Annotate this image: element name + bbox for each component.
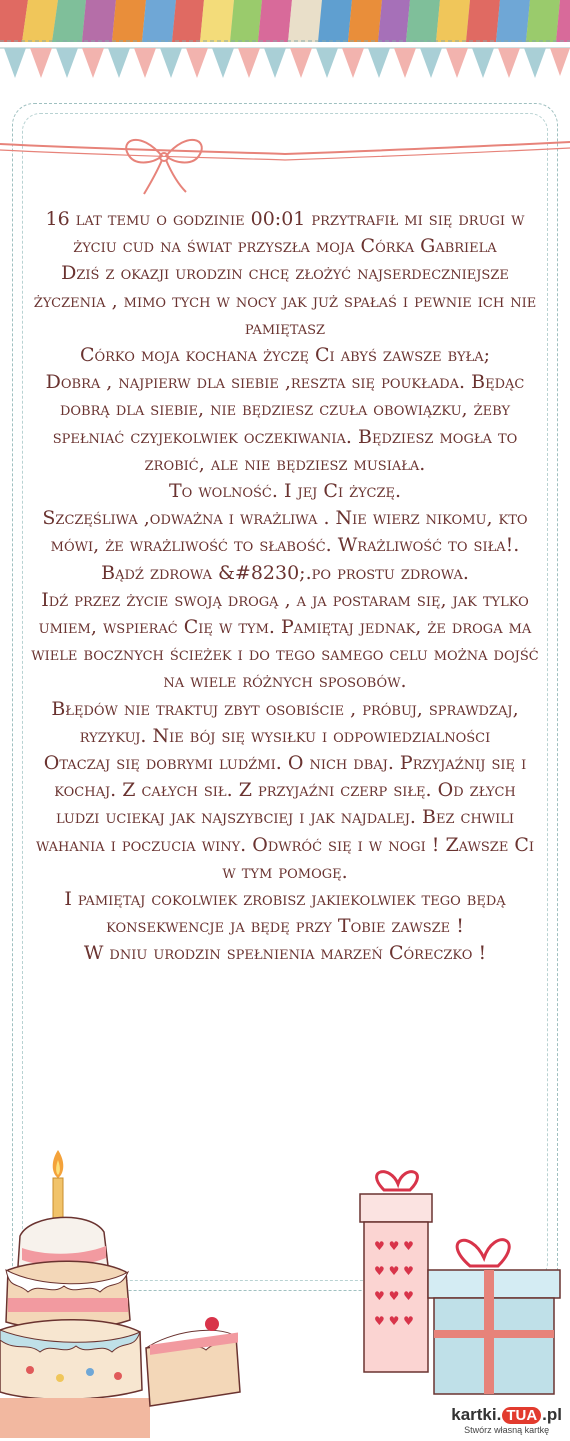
bow-icon xyxy=(126,140,202,194)
cake-icon xyxy=(0,1217,150,1438)
greeting-line: W dniu urodzin spełnienia marzeń Córeczko ! xyxy=(83,942,487,965)
gift-icon xyxy=(360,1172,432,1372)
brand-tagline: Stwórz własną kartkę xyxy=(464,1425,550,1435)
greeting-line: Błędów nie traktuj zbyt osobiście , próbuj, sprawdzaj, ryzykuj. Nie bój się wysiłku i odpowiedzialności xyxy=(51,697,519,747)
greeting-line: Szczęśliwa ,odważna i wrażliwa . Nie wierz nikomu, kto mówi, że wrażliwość to słabość. Wrażliwość to siła!. xyxy=(42,507,528,557)
ribbon xyxy=(0,120,570,200)
brand-suffix: .pl xyxy=(542,1405,562,1424)
brand-prefix: kartki. xyxy=(451,1405,502,1424)
brand-logo[interactable] xyxy=(451,1405,562,1435)
svg-text:♥ ♥ ♥: ♥ ♥ ♥ xyxy=(374,1264,414,1278)
candle-icon xyxy=(53,1150,64,1222)
greeting-line: Idź przez życie swoją drogą , a ja postaram się, jak tylko umiem, wspierać Cię w tym. Pamiętaj jednak, że droga ma wiele bocznych ścieżek i do tego samego celu można dojść na wiele różnych sposobów. xyxy=(31,588,539,693)
top-stripes xyxy=(0,0,570,42)
bottom-illustration xyxy=(0,1140,570,1441)
greeting-text xyxy=(30,206,540,968)
greeting-line: 16 lat temu o godzinie 00:01 przytrafił mi się drugi w życiu cud na świat przyszła moja Córka Gabriela xyxy=(45,208,525,258)
pennant-bunting xyxy=(0,44,570,84)
greeting-line: I pamiętaj cokolwiek zrobisz jakiekolwiek tego będą konsekwencje ja będę przy Tobie zawsze ! xyxy=(64,888,506,938)
cake-icon xyxy=(146,1317,240,1406)
greeting-line: Dziś z okazji urodzin chcę złożyć najserdeczniejsze życzenia , mimo tych w nocy jak już spałaś i pewnie ich nie pamiętasz xyxy=(33,262,537,339)
svg-text:♥ ♥ ♥: ♥ ♥ ♥ xyxy=(374,1314,414,1328)
svg-text:♥ ♥ ♥: ♥ ♥ ♥ xyxy=(374,1289,414,1303)
greeting-line: Otaczaj się dobrymi ludźmi. O nich dbaj. Przyjaźnij się i kochaj. Z całych sił. Z przyjaźni czerp siłę. Od złych ludzi uciekaj jak najszybciej i jak najdalej. Bez chwili wahania i poczucia winy. Odwróć się i w nogi ! Zawsze Ci w tym pomogę. xyxy=(35,752,535,883)
greeting-line: Bądź zdrowa &#8230;.po prostu zdrowa. xyxy=(101,561,469,584)
greeting-line: Córko moja kochana życzę Ci abyś zawsze była; xyxy=(79,344,491,367)
gift-icon xyxy=(428,1240,560,1394)
svg-text:♥ ♥ ♥: ♥ ♥ ♥ xyxy=(374,1239,414,1253)
greeting-line: Dobra , najpierw dla siebie ,reszta się poukłada. Będąc dobrą dla siebie, nie będziesz czuła obowiązku, żeby spełniać czyjekolwiek oczekiwania. Będziesz mogła to zrobić, ale nie będziesz musiała. xyxy=(45,371,525,475)
brand-badge: TUA xyxy=(502,1407,541,1424)
greeting-line: To wolność. I jej Ci życzę. xyxy=(168,480,402,503)
